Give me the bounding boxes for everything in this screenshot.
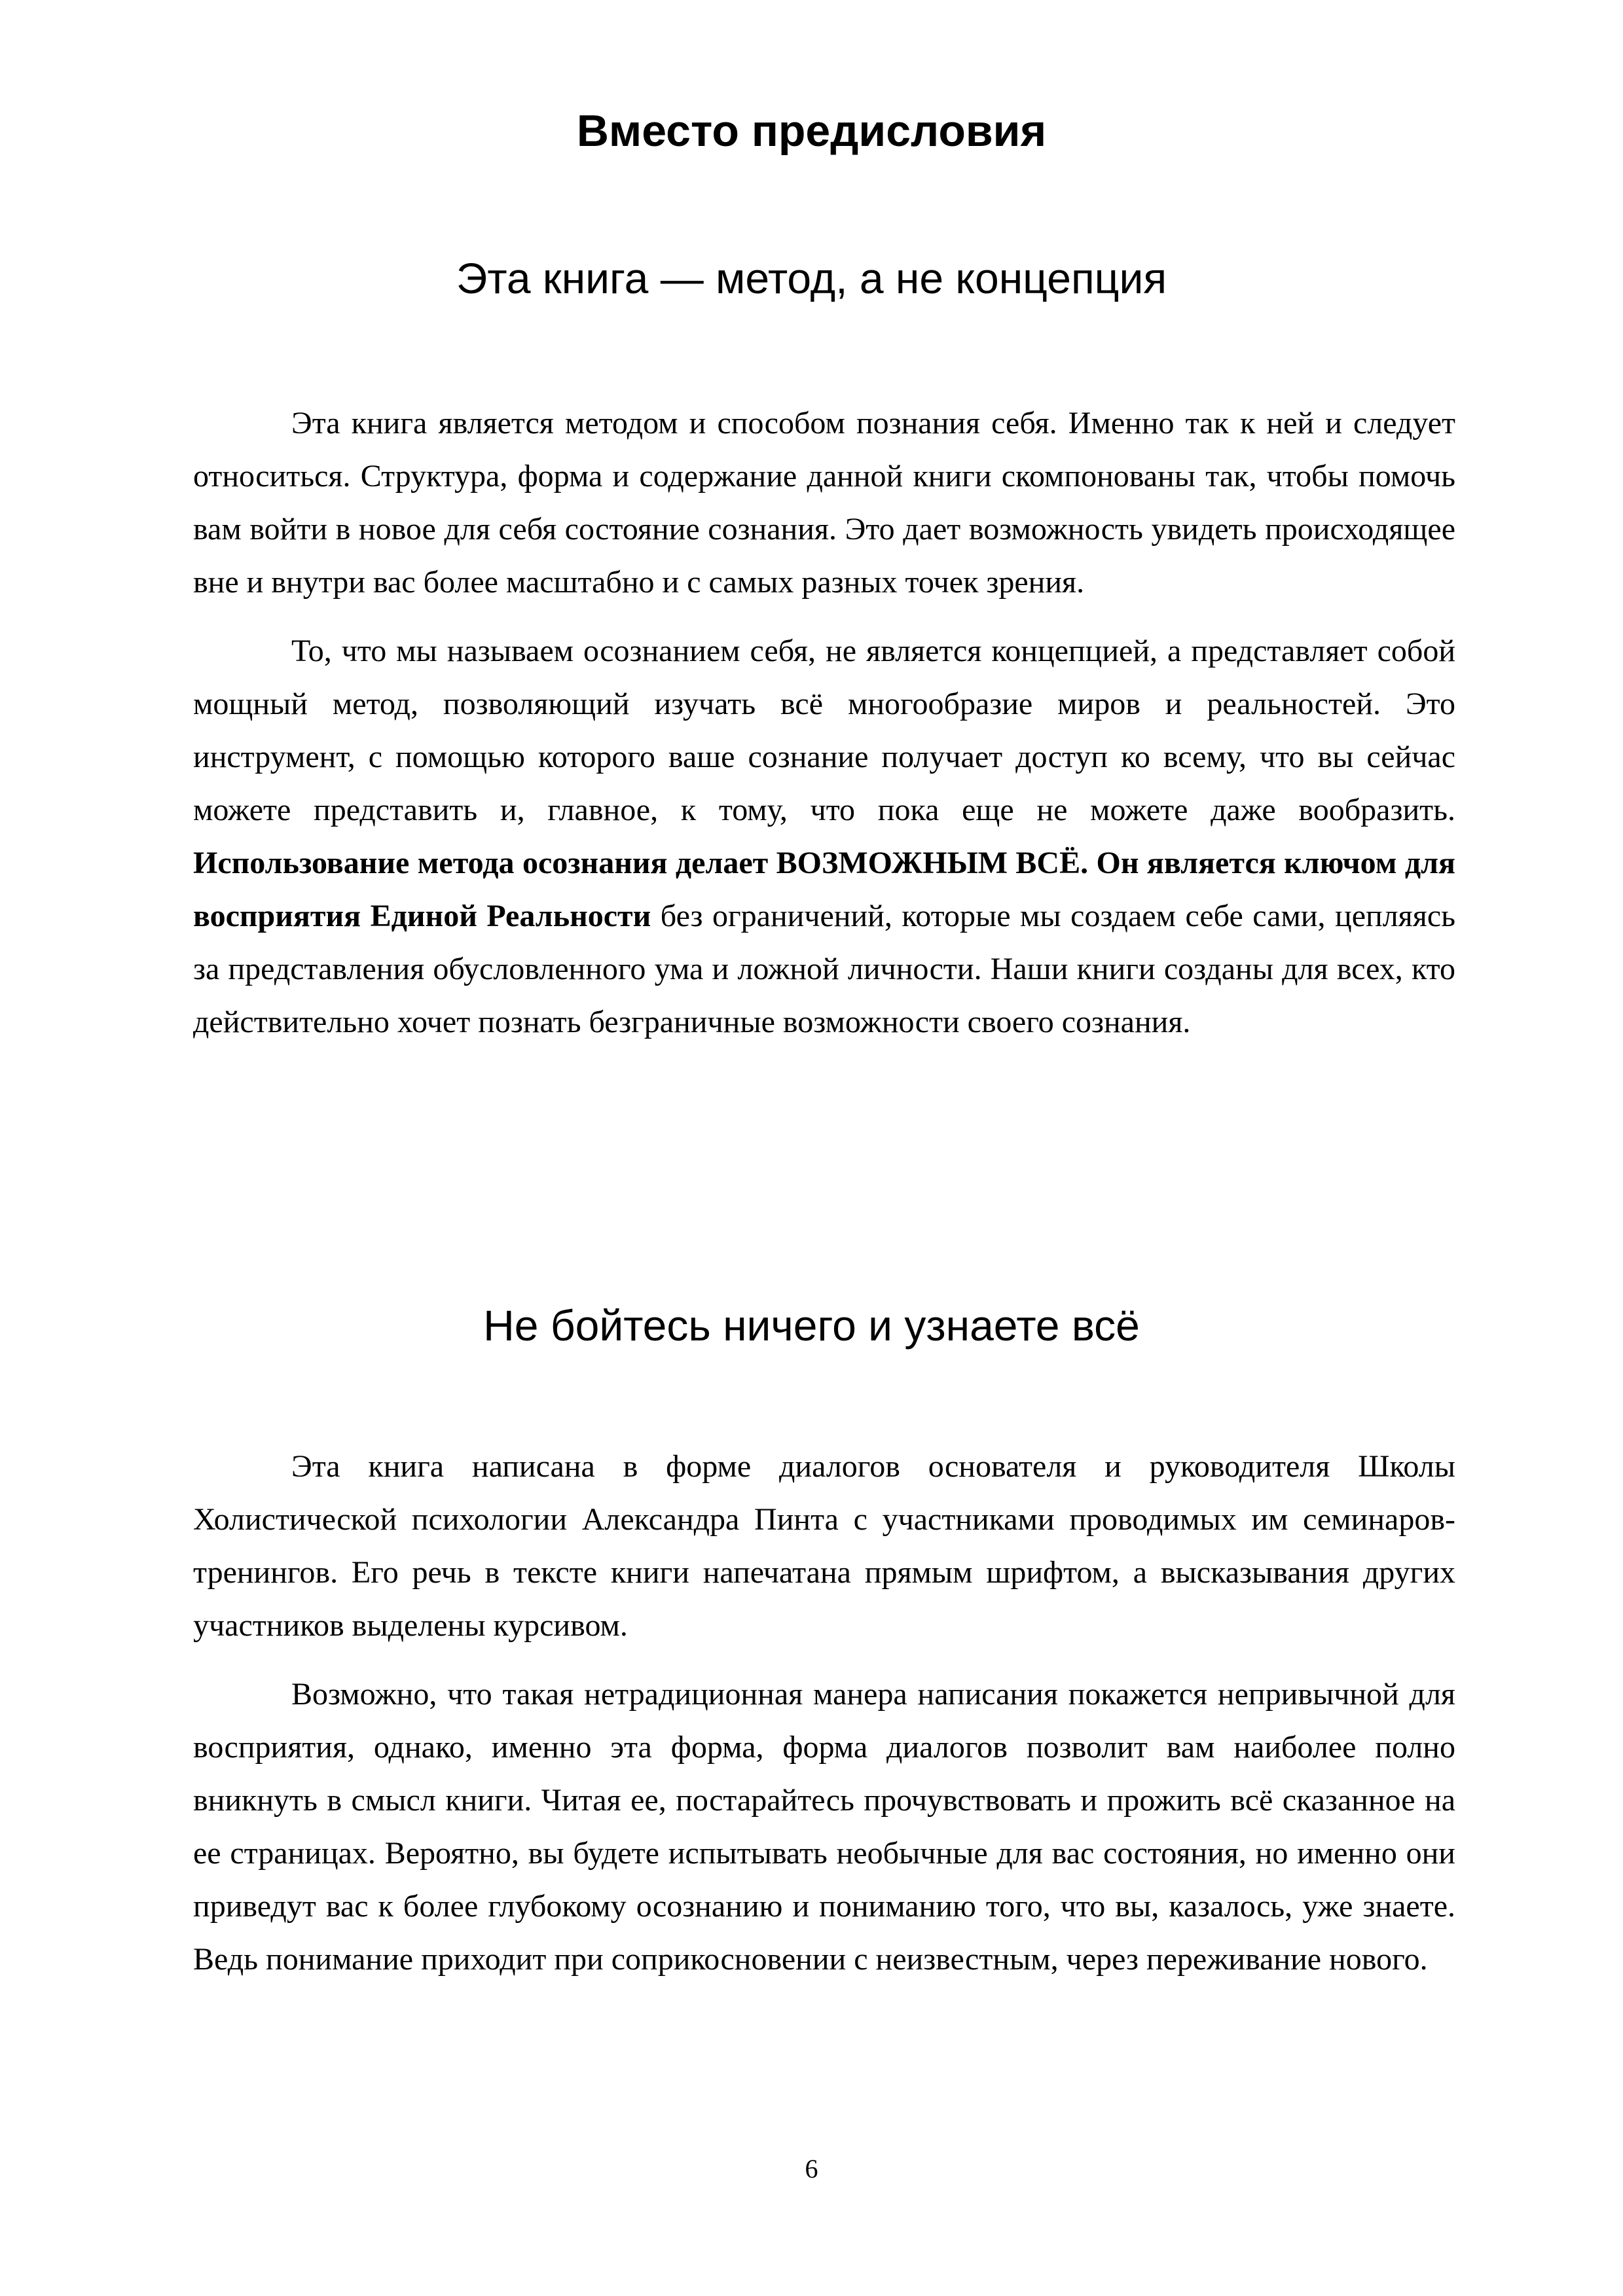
main-title: Вместо предисловия — [576, 106, 1047, 156]
section-2-title: Не бойтесь ничего и узнаете всё — [483, 1301, 1140, 1350]
section-1-paragraph-2 — [193, 624, 1455, 1049]
section-1-paragraph-1: Эта книга является методом и способом познания себя. Именно так к ней и следует относиться. Структура, форма и содержание данной книги скомпонованы так, чтобы помочь вам войти в новое для себя состояние сознания. Это дает возможность увидеть происходящее вне и внутри вас более масштабно и с самых разных точек зрения. — [193, 406, 1455, 600]
section-1-title: Эта книга — метод, а не концепция — [456, 254, 1167, 302]
section-2-paragraph-1: Эта книга написана в форме диалогов основателя и руководителя Школы Холистической психологии Александра Пинта с участниками проводимых им семинаров-тренингов. Его речь в тексте книги напечатана прямым шрифтом, а высказывания других участников выделены курсивом. — [193, 1449, 1455, 1643]
paragraph-text: То, что мы называем осознанием себя, не является концепцией, а представляет собой мощный метод, позволяющий изучать всё многообразие миров и реальностей. Это инструмент, с помощью которого ваше сознание получает доступ ко всему, что вы сейчас можете представить и, главное, к тому, что пока еще не можете даже вообразить. — [193, 634, 1455, 827]
section-2-body — [193, 1440, 1455, 1986]
paragraph-bold-text: Использование метода осознания делает ВОЗМОЖНЫМ ВСЁ. Он является ключом для восприятия Единой Реальности — [193, 846, 1455, 933]
section-1-body — [193, 397, 1455, 1049]
paragraph-text: без ограничений, которые мы создаем себе сами, цепляясь за представления обусловленного ума и ложной личности. Наши книги созданы для всех, кто действительно хочет познать безграничные возможности своего сознания. — [193, 899, 1456, 1039]
section-2-paragraph-2: Возможно, что такая нетрадиционная манера написания покажется непривычной для восприятия, однако, именно эта форма, форма диалогов позволит вам наиболее полно вникнуть в смысл книги. Читая ее, постарайтесь прочувствовать и прожить всё сказанное на ее страницах. Вероятно, вы будете испытывать необычные для вас состояния, но именно они приведут вас к более глубокому осознанию и пониманию того, что вы, казалось, уже знаете. Ведь понимание приходит при соприкосновении с неизвестным, через переживание нового. — [193, 1677, 1455, 1977]
page-number: 6 — [805, 2154, 818, 2183]
